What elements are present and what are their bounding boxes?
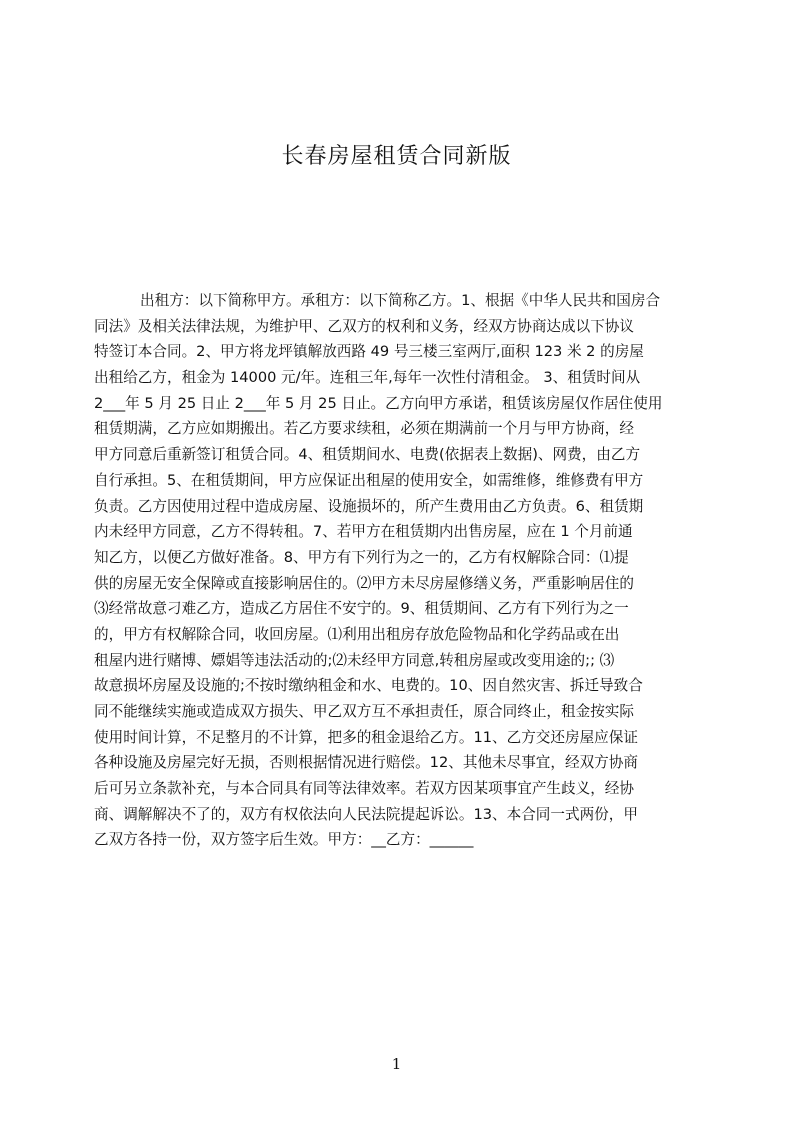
- body-line: 各种设施及房屋完好无损，否则根据情况进行赔偿。12、其他未尽事宜，经双方协商: [94, 754, 638, 772]
- body-line: 租屋内进行赌博、嫖娼等违法活动的;⑵未经甲方同意,转租房屋或改变用途的;; ⑶: [94, 651, 615, 669]
- body-line: 的，甲方有权解除合同，收回房屋。⑴利用出租房存放危险物品和化学药品或在出: [94, 625, 620, 643]
- body-line: 租赁期满，乙方应如期搬出。若乙方要求续租，必须在期满前一个月与甲方协商，经: [94, 420, 634, 438]
- page-number: 1: [391, 1055, 402, 1073]
- body-line: 出租方：以下简称甲方。承租方：以下简称乙方。1、根据《中华人民共和国房合: [140, 292, 661, 309]
- body-line: 内未经甲方同意，乙方不得转租。7、若甲方在租赁期内出售房屋，应在 1 个月前通: [94, 523, 633, 541]
- body-line: 供的房屋无安全保障或直接影响居住的。⑵甲方未尽房屋修缮义务，严重影响居住的: [94, 574, 634, 592]
- document-title: 长春房屋租赁合同新版: [281, 144, 512, 169]
- body-line: 知乙方，以便乙方做好准备。8、甲方有下列行为之一的，乙方有权解除合同：⑴提: [94, 548, 629, 566]
- body-line: 特签订本合同。2、甲方将龙坪镇解放西路 49 号三楼三室两厅,面积 123 米 2 的房屋: [94, 343, 644, 361]
- body-line: 乙双方各持一份，双方签字后生效。甲方：__乙方：______: [94, 831, 474, 849]
- body-line: 使用时间计算，不足整月的不计算，把多的租金退给乙方。11、乙方交还房屋应保证: [94, 728, 638, 746]
- body-line: 自行承担。5、在租赁期间，甲方应保证出租屋的使用安全，如需维修，维修费有甲方: [94, 471, 644, 489]
- body-line: 同法》及相关法律法规，为维护甲、乙双方的权利和义务，经双方协商达成以下协议: [94, 317, 634, 335]
- body-line: 2___年 5 月 25 日止 2___年 5 月 25 日止。乙方向甲方承诺，租赁该房屋仅作居住使用: [94, 394, 663, 412]
- body-line: 商、调解解决不了的，双方有权依法向人民法院提起诉讼。13、本合同一式两份，甲: [94, 805, 638, 823]
- body-line: 后可另立条款补充，与本合同具有同等法律效率。若双方因某项事宜产生歧义，经协: [94, 780, 634, 798]
- contract-body: [94, 288, 700, 853]
- body-line: 出租给乙方，租金为 14000 元/年。连租三年,每年一次性付清租金。 3、租赁时间从: [94, 369, 641, 387]
- body-line: 负责。乙方因使用过程中造成房屋、设施损坏的，所产生费用由乙方负责。6、租赁期: [94, 497, 644, 515]
- body-line: 故意损坏房屋及设施的;不按时缴纳租金和水、电费的。10、因自然灾害、拆迁导致合: [94, 677, 643, 695]
- body-line: 甲方同意后重新签订租赁合同。4、租赁期间水、电费(依据表上数据)、网费，由乙方: [94, 446, 641, 464]
- body-line: 同不能继续实施或造成双方损失、甲乙双方互不承担责任，原合同终止，租金按实际: [94, 703, 634, 720]
- body-line: ⑶经常故意刁难乙方，造成乙方居住不安宁的。9、租赁期间、乙方有下列行为之一: [94, 600, 629, 618]
